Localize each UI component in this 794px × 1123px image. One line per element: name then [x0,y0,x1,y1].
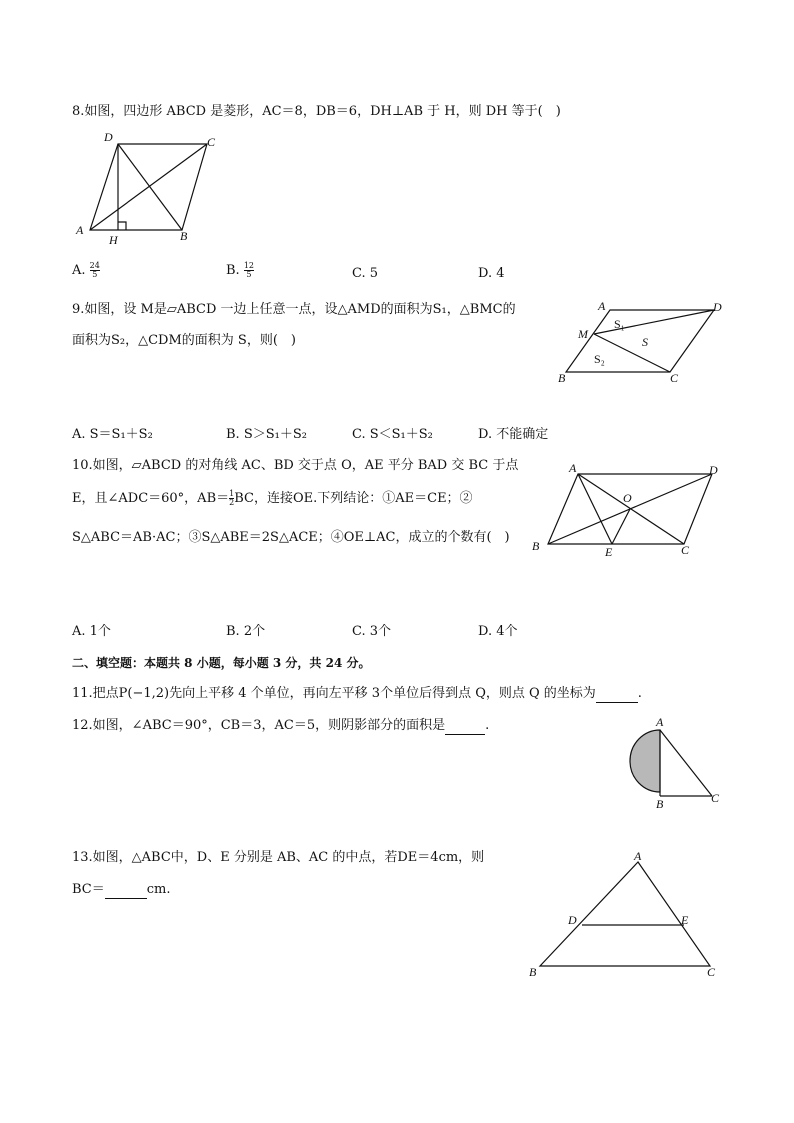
q8-option-d[interactable]: D. 4 [478,266,505,281]
label-d: D [104,130,113,144]
label-b: B [529,965,537,979]
q10-option-c[interactable]: C. 3个 [352,624,392,639]
fraction-12-5: $\frac{12}{5}$ [243,261,255,279]
right-angle-mark [118,222,126,230]
segment-md [594,310,714,334]
q13-triangle-figure [524,848,724,983]
label-c: C [207,135,216,149]
q12-answer-blank[interactable] [445,718,485,735]
label-d: D [709,463,718,477]
label-e: E [681,913,689,927]
q9-option-b[interactable]: B. S＞S₁＋S₂ [226,427,307,442]
q9-stem-line2: 面积为S₂，△CDM的面积为 S，则( ) [72,333,296,348]
segment-ae [578,474,612,544]
label-s: S [642,335,648,349]
label-h: H [109,233,118,247]
label-s1: S₁ [614,317,625,331]
shaded-semicircle [630,730,660,792]
label-b: B [532,539,540,553]
label-b: B [180,229,188,243]
label-d: D [568,913,577,927]
q13-stem-line2: BC＝ cm. [72,882,171,897]
label-s2: S₂ [594,352,605,366]
q9-stem-line1: 9.如图，设 M是▱ABCD 一边上任意一点，设△AMD的面积为S₁，△BMC的 [72,302,516,317]
q10-option-b[interactable]: B. 2个 [226,624,266,639]
label-c: C [711,791,720,805]
q11-stem: 11.把点P(−1,2)先向上平移 4 个单位，再向左平移 3个单位后得到点 Q，则点 Q 的坐标为 . [72,686,642,701]
segment-oe [612,509,630,544]
diagonal-db [118,144,182,230]
q9-option-d[interactable]: D. 不能确定 [478,427,549,442]
q10-option-d[interactable]: D. 4个 [478,624,518,639]
q10-stem-line3: S△ABC＝AB·AC；③S△ABE＝2S△ACE；④OE⊥AC，成立的个数有( ) [72,530,510,545]
label-b: B [656,797,664,811]
q10-option-a[interactable]: A. 1个 [72,624,111,639]
q9-option-a[interactable]: A. S＝S₁＋S₂ [72,427,153,442]
q9-option-c[interactable]: C. S＜S₁＋S₂ [352,427,433,442]
label-e: E [605,545,613,559]
q9-parallelogram-figure [552,298,732,388]
label-a: A [76,223,84,237]
label-d: D [713,300,722,314]
fraction-1-2: $\frac{1}{2}$ [229,489,235,507]
q8-option-b[interactable]: B. $\frac{12}{5}$ [226,261,255,279]
q11-answer-blank[interactable] [596,686,638,703]
section2-heading: 二、填空题：本题共 8 小题，每小题 3 分，共 24 分。 [72,656,371,670]
q8-option-c[interactable]: C. 5 [352,266,379,281]
label-b: B [558,371,566,385]
q8-rhombus-figure [72,128,222,248]
label-a: A [656,715,664,729]
diagonal-ac [90,144,207,230]
q8-option-a[interactable]: A. $\frac{24}{5}$ [72,261,100,279]
q13-answer-blank[interactable] [105,882,147,899]
label-c: C [681,543,690,557]
label-a: A [634,849,642,863]
segment-mc [594,334,670,372]
label-m: M [578,327,588,341]
q13-stem-line1: 13.如图，△ABC中，D、E 分别是 AB、AC 的中点，若DE＝4cm，则 [72,850,485,865]
parallelogram-outline [566,310,714,372]
label-c: C [670,371,679,385]
q10-stem-line2: E，且∠ADC＝60°，AB＝ $\frac{1}{2}$ BC，连接OE.下列结论：①AE＝CE；② [72,489,473,507]
q10-parallelogram-figure [528,460,728,560]
q8-stem: 8.如图，四边形 ABCD 是菱形，AC＝8，DB＝6，DH⊥AB 于 H，则 DH 等于( ) [72,104,561,119]
label-c: C [707,965,716,979]
fraction-24-5: $\frac{24}{5}$ [89,261,100,279]
label-a: A [569,461,577,475]
q10-stem-line1: 10.如图，▱ABCD 的对角线 AC、BD 交于点 O，AE 平分 BAD 交 BC 于点 [72,458,519,473]
label-a: A [598,299,606,313]
segment-ac [660,730,712,796]
label-o: O [623,491,632,505]
q12-stem: 12.如图，∠ABC＝90°，CB＝3，AC＝5，则阴影部分的面积是 . [72,718,490,733]
q12-semicircle-figure [620,712,730,812]
